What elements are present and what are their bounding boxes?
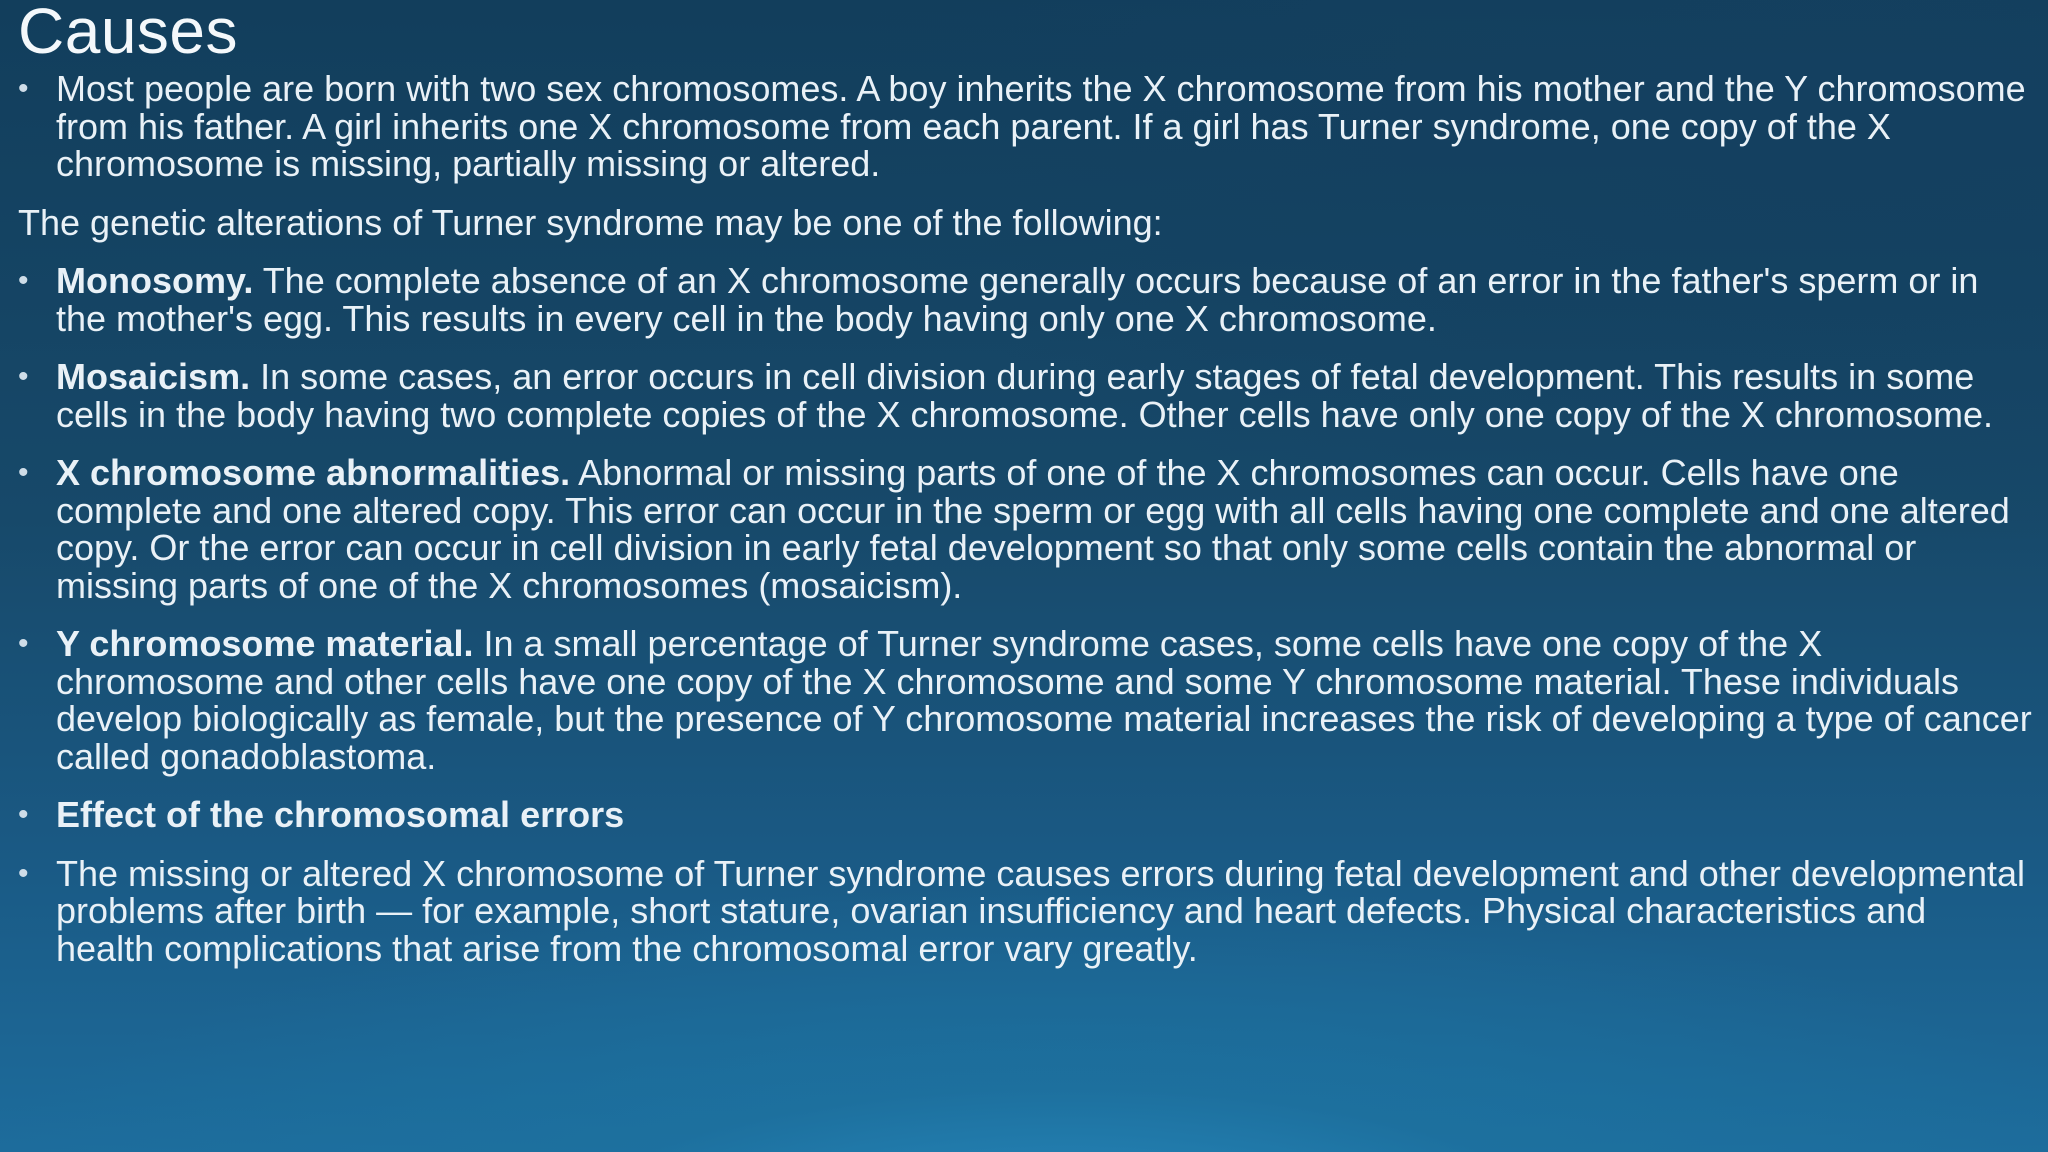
bullet-item-x-abnormalities [18,454,2033,604]
bullet-marker: • [18,856,29,890]
bullet-item-mosaicism [18,358,2033,433]
bullet-item-monosomy [18,262,2033,337]
bullet-marker: • [18,798,29,831]
bullet-term: Effect of the chromosomal errors [56,794,625,835]
slide-content [18,70,2033,988]
bullet-item-y-material [18,625,2033,775]
bullet-term: X chromosome abnormalities. [56,452,571,493]
bullet-text: Most people are born with two sex chromosomes. A boy inherits the X chromosome from his mother and the Y chromosome from his father. A girl inherits one X chromosome from each parent. If a girl has Turner syndrome, one copy of the X chromosome is missing, partially missing or altered. [56,68,2026,184]
bullet-term: Mosaicism. [56,356,251,397]
intro-paragraph [18,201,2033,243]
bullet-text: The missing or altered X chromosome of Turner syndrome causes errors during fetal development and other developmental problems after birth — for example, short stature, ovarian insufficiency and heart defects. Physical characteristics and health complications that arise from the chromosomal error vary greatly. [56,852,2025,969]
bullet-text: Abnormal or missing parts of one of the X chromosomes can occur. Cells have one complete and one altered copy. This error can occur in the sperm or egg with all cells having one complete and one altered copy. Or the error can occur in cell division in early fetal development so that only some cells contain the abnormal or missing parts of one of the X chromosomes (mosaicism). [56,452,2010,606]
intro-text: The genetic alterations of Turner syndrome may be one of the following: [18,201,1163,243]
bullet-marker: • [18,72,29,105]
bullet-text: In some cases, an error occurs in cell division during early stages of fetal development. This results in some cells in the body having two complete copies of the X chromosome. Other cells have only one copy of the X chromosome. [56,356,1994,435]
bullet-marker: • [18,456,29,489]
bullet-text: The complete absence of an X chromosome generally occurs because of an error in the father's sperm or in the mother's egg. This results in every cell in the body having only one X chromosome. [56,260,1979,339]
bullet-marker: • [18,627,29,660]
bullet-marker: • [18,264,29,297]
bullet-marker: • [18,360,29,393]
bullet-text: In a small percentage of Turner syndrome cases, some cells have one copy of the X chromosome and other cells have one copy of the X chromosome and some Y chromosome material. These individuals develop biologically as female, but the presence of Y chromosome material increases the risk of developing a type of cancer called gonadoblastoma. [56,623,2032,777]
bullet-item-inheritance [18,70,2033,183]
slide-title: Causes [18,0,238,67]
bullet-item-effect-heading [18,796,2033,834]
bullet-term: Monosomy. [56,260,254,301]
bullet-item-effect-description [18,852,2033,969]
bullet-term: Y chromosome material. [56,623,474,664]
